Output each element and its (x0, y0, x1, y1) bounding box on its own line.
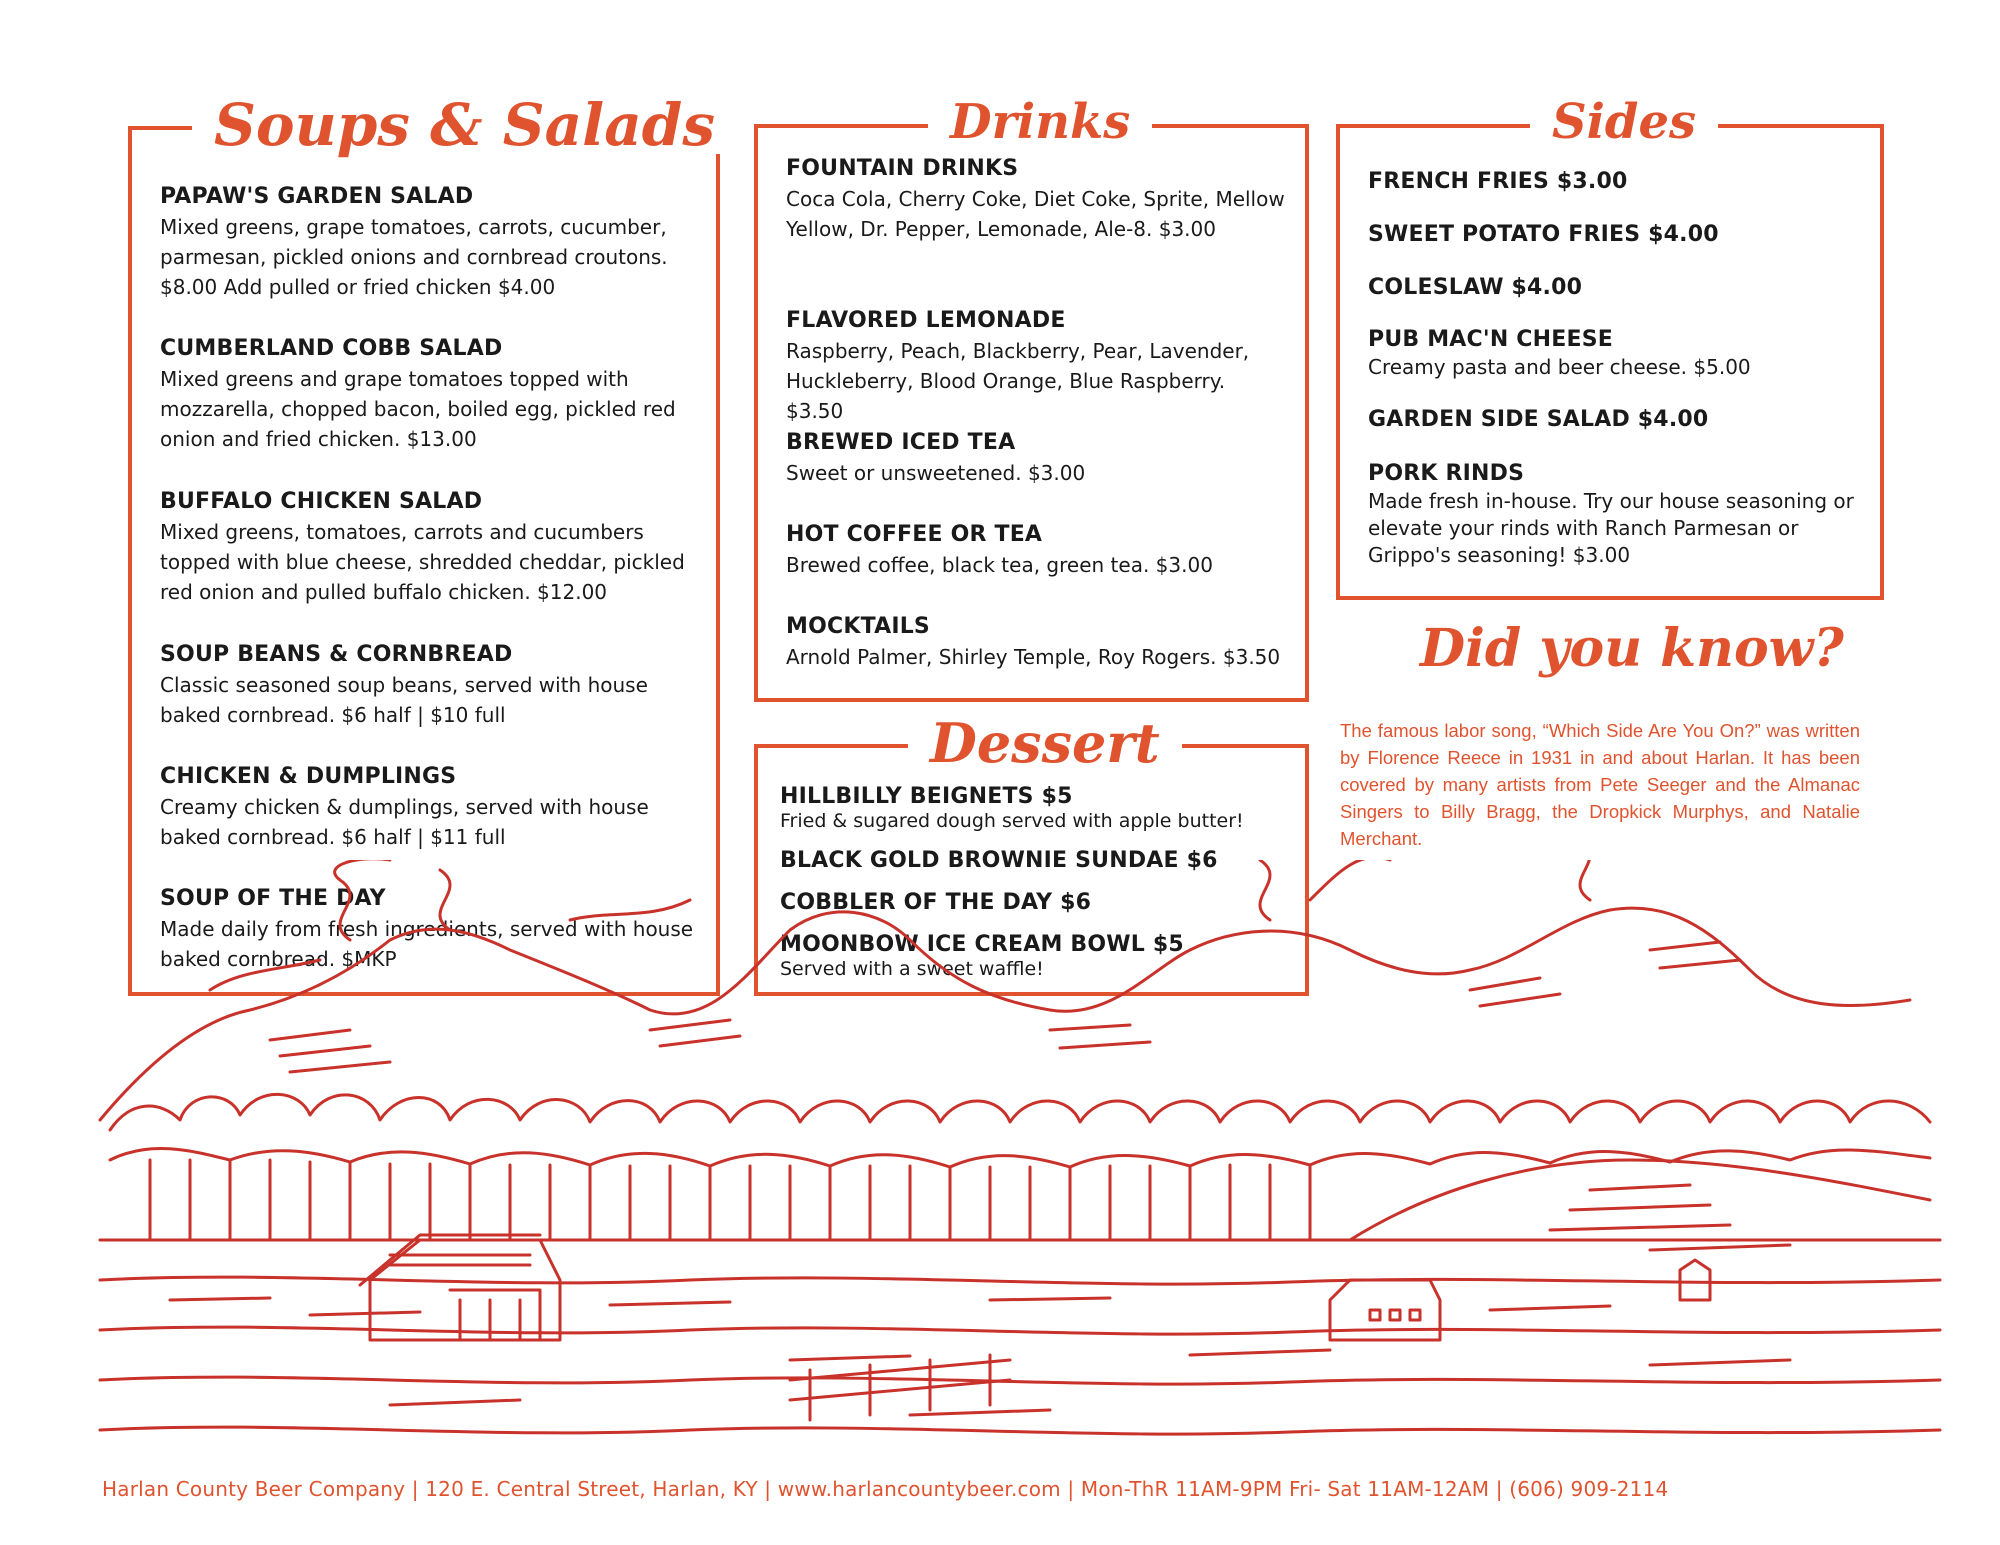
item-desc: Mixed greens and grape tomatoes topped with mozzarella, chopped bacon, boiled egg, pickled red onion and fried chicken. $13.00 (160, 367, 676, 451)
menu-item (786, 428, 1285, 488)
item-desc: Mixed greens, tomatoes, carrots and cucumbers topped with blue cheese, shredded cheddar, pickled red onion and pulled buffalo chicken. $12.00 (160, 520, 685, 604)
item-desc: Served with a sweet waffle! (780, 958, 1044, 980)
item-name: HOT COFFEE OR TEA (786, 522, 1043, 547)
menu-item (786, 520, 1285, 580)
menu-item (1368, 406, 1860, 434)
item-name: COLESLAW $4.00 (1368, 275, 1583, 300)
item-name: FOUNTAIN DRINKS (786, 156, 1019, 181)
menu-item (160, 640, 696, 730)
item-name: HILLBILLY BEIGNETS $5 (780, 784, 1073, 809)
menu-item (786, 612, 1285, 672)
did-you-know-title: Did you know? (1420, 618, 1844, 679)
sides-box (1336, 94, 1884, 600)
soups-salads-title: Soups & Salads (192, 96, 737, 154)
item-desc: Mixed greens, grape tomatoes, carrots, cucumber, parmesan, pickled onions and cornbread croutons. $8.00 Add pulled or fried chicken $4.00 (160, 215, 668, 299)
item-desc: Creamy pasta and beer cheese. $5.00 (1368, 355, 1751, 379)
menu-item (1368, 460, 1860, 569)
item-name: BLACK GOLD BROWNIE SUNDAE $6 (780, 848, 1218, 873)
item-desc: Fried & sugared dough served with apple butter! (780, 810, 1244, 832)
item-name: FLAVORED LEMONADE (786, 308, 1066, 333)
item-name: BUFFALO CHICKEN SALAD (160, 489, 483, 514)
item-desc: Made fresh in-house. Try our house seasoning or elevate your rinds with Ranch Parmesan or Grippo's seasoning! $3.00 (1368, 489, 1854, 567)
item-desc: Raspberry, Peach, Blackberry, Pear, Lavender, Huckleberry, Blood Orange, Blue Raspberry. $3.50 (786, 339, 1250, 423)
menu-item (160, 762, 696, 852)
item-name: BREWED ICED TEA (786, 430, 1016, 455)
item-name: SWEET POTATO FRIES $4.00 (1368, 222, 1719, 247)
item-name: GARDEN SIDE SALAD $4.00 (1368, 407, 1709, 432)
item-name: MOONBOW ICE CREAM BOWL $5 (780, 932, 1184, 957)
item-name: SOUP OF THE DAY (160, 886, 386, 911)
item-desc: Made daily from fresh ingredients, served with house baked cornbread. $MKP (160, 917, 694, 971)
menu-item (160, 487, 696, 607)
item-desc: Creamy chicken & dumplings, served with house baked cornbread. $6 half | $11 full (160, 795, 649, 849)
menu-item (160, 182, 696, 302)
menu-item (1368, 274, 1860, 302)
menu-item (780, 784, 1285, 832)
menu-item (786, 306, 1285, 426)
menu-item (1368, 326, 1860, 381)
footer-info: Harlan County Beer Company | 120 E. Central Street, Harlan, KY | www.harlancountybeer.com | Mon-ThR 11AM-9PM Fri- Sat 11AM-12AM | (606) 909-2114 (102, 1477, 1669, 1501)
item-desc: Classic seasoned soup beans, served with house baked cornbread. $6 half | $10 full (160, 673, 648, 727)
item-desc: Sweet or unsweetened. $3.00 (786, 461, 1086, 485)
dessert-title: Dessert (908, 716, 1182, 770)
item-name: MOCKTAILS (786, 614, 930, 639)
item-name: PAPAW'S GARDEN SALAD (160, 184, 474, 209)
item-name: FRENCH FRIES $3.00 (1368, 169, 1628, 194)
menu-item (160, 334, 696, 454)
item-desc: Coca Cola, Cherry Coke, Diet Coke, Sprite, Mellow Yellow, Dr. Pepper, Lemonade, Ale-8. $3.00 (786, 187, 1285, 241)
item-name: CUMBERLAND COBB SALAD (160, 336, 503, 361)
did-you-know-text: The famous labor song, “Which Side Are You On?” was written by Florence Reece in 1931 in and about Harlan. It has been covered by many artists from Pete Seeger and the Almanac Singers to Billy Bragg, the Dropkick Murphys, and Natalie Merchant. (1340, 720, 1860, 849)
sides-title: Sides (1530, 98, 1718, 146)
menu-item (1368, 168, 1860, 196)
item-name: SOUP BEANS & CORNBREAD (160, 642, 513, 667)
drinks-box (754, 94, 1309, 702)
drinks-title: Drinks (928, 98, 1152, 146)
item-name: COBBLER OF THE DAY $6 (780, 890, 1092, 915)
item-name: PUB MAC'N CHEESE (1368, 327, 1613, 352)
menu-item (1368, 221, 1860, 249)
item-desc: Brewed coffee, black tea, green tea. $3.00 (786, 553, 1213, 577)
landscape-illustration (90, 860, 1950, 1460)
item-name: CHICKEN & DUMPLINGS (160, 764, 457, 789)
item-desc: Arnold Palmer, Shirley Temple, Roy Rogers. $3.50 (786, 645, 1281, 669)
menu-item (786, 154, 1285, 244)
item-name: PORK RINDS (1368, 461, 1525, 486)
